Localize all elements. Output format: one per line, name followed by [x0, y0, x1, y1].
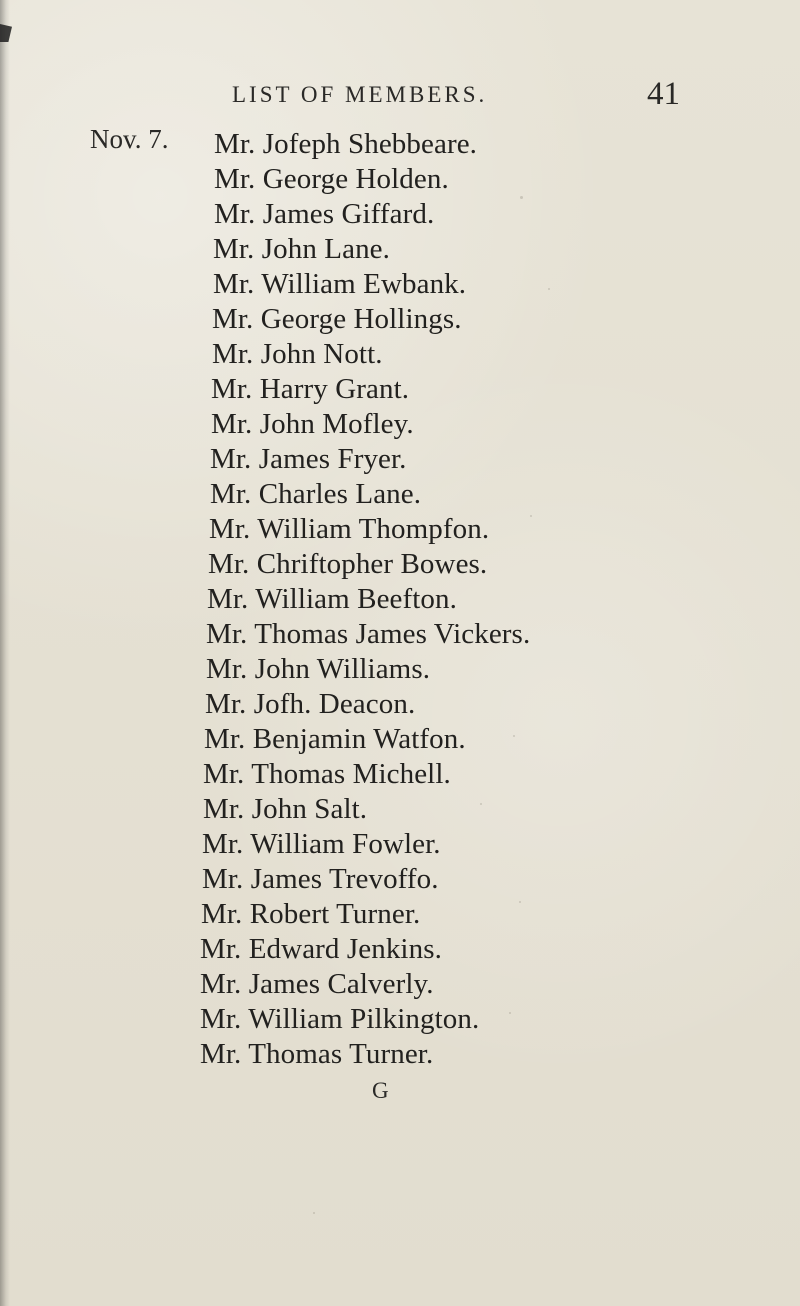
member-line: Mr. William Fowler.: [202, 828, 441, 860]
member-line: Mr. William Beefton.: [207, 583, 457, 615]
member-line: Mr. John Nott.: [212, 338, 383, 370]
member-line: Mr. John Lane.: [213, 233, 390, 265]
member-line: Mr. William Pilkington.: [200, 1003, 480, 1035]
member-line: Mr. John Williams.: [206, 653, 431, 685]
member-line: Mr. Robert Turner.: [201, 898, 421, 930]
member-line: Mr. Harry Grant.: [211, 373, 410, 405]
member-line: Mr. Jofeph Shebbeare.: [214, 128, 478, 160]
member-line: Mr. Edward Jenkins.: [200, 933, 442, 965]
member-line: Mr. James Giffard.: [214, 198, 435, 230]
date-label: Nov. 7.: [90, 124, 169, 154]
paper-speck: [509, 1012, 511, 1014]
catchword: G: [372, 1078, 390, 1103]
member-line: Mr. William Ewbank.: [213, 268, 467, 300]
member-line: Mr. George Hollings.: [212, 303, 462, 335]
member-line: Mr. William Thompfon.: [209, 513, 490, 545]
member-line: Mr. Benjamin Watfon.: [204, 723, 466, 755]
member-line: Mr. Charles Lane.: [210, 478, 422, 510]
paper-speck: [530, 515, 532, 517]
paper-speck: [513, 735, 515, 737]
member-line: Mr. Thomas James Vickers.: [206, 618, 531, 650]
member-line: Mr. James Fryer.: [210, 443, 407, 475]
paper-speck: [548, 288, 550, 290]
page-number: 41: [647, 76, 680, 112]
member-line: Mr. Thomas Michell.: [203, 758, 451, 790]
member-line: Mr. James Trevoffo.: [202, 863, 439, 895]
running-title: LIST OF MEMBERS.: [232, 82, 488, 107]
paper-speck: [520, 196, 523, 199]
member-line: Mr. John Salt.: [203, 793, 368, 825]
member-line: Mr. John Mofley.: [211, 408, 414, 440]
member-line: Mr. Thomas Turner.: [200, 1038, 434, 1070]
paper-speck: [480, 803, 482, 805]
member-line: Mr. James Calverly.: [200, 968, 434, 1000]
member-line: Mr. George Holden.: [214, 163, 449, 195]
paper-speck: [519, 901, 521, 903]
member-line: Mr. Chriftopher Bowes.: [208, 548, 488, 580]
paper-speck: [313, 1212, 315, 1214]
member-line: Mr. Jofh. Deacon.: [205, 688, 416, 720]
